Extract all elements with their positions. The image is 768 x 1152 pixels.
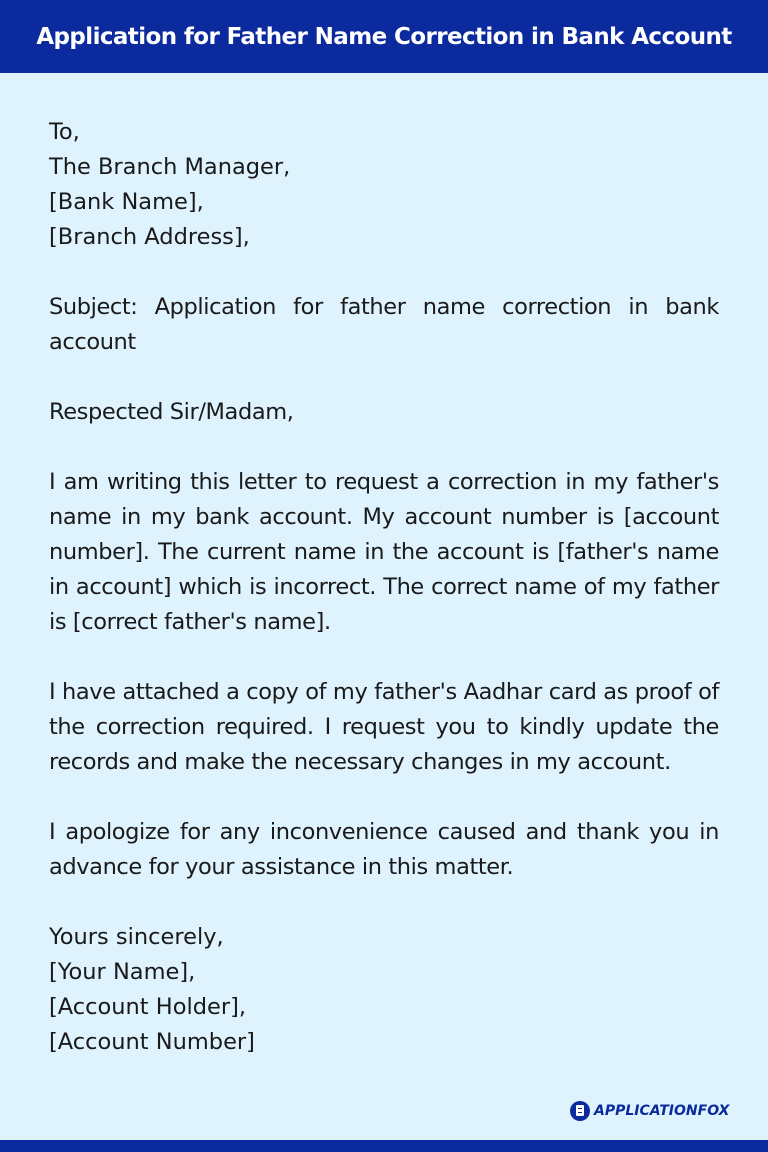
body-paragraph: I have attached a copy of my father's Aadhar card as proof of the correction required. I request you to kindly update the records and make the necessary changes in my account. [49,679,719,775]
closing-line: Yours sincerely, [49,924,224,950]
closing-line: [Your Name], [49,959,196,985]
brand-name: APPLICATIONFOX [594,1103,730,1119]
body-paragraph: I apologize for any inconvenience caused and thank you in advance for your assistance in this matter. [49,819,719,880]
document-icon [570,1101,590,1121]
closing-line: [Account Holder], [49,994,247,1020]
page-title: Application for Father Name Correction in Bank Account [36,23,732,50]
brand-logo [570,1101,729,1121]
address-line: To, [49,119,80,145]
subject-line: Subject: Application for father name correction in bank account [49,294,719,355]
body-paragraph: I am writing this letter to request a correction in my father's name in my bank account. My account number is [account number]. The current name in the account is [father's name in account] which is incorrect. The correct name of my father is [correct father's name]. [49,469,719,635]
closing-line: [Account Number] [49,1029,255,1055]
footer-bar [0,1140,768,1152]
salutation: Respected Sir/Madam, [49,399,294,425]
recipient-address [49,115,719,255]
address-line: The Branch Manager, [49,154,291,180]
closing-block [49,920,719,1060]
address-line: [Branch Address], [49,224,250,250]
header-bar [0,0,768,73]
address-line: [Bank Name], [49,189,204,215]
letter-body [49,115,719,1060]
